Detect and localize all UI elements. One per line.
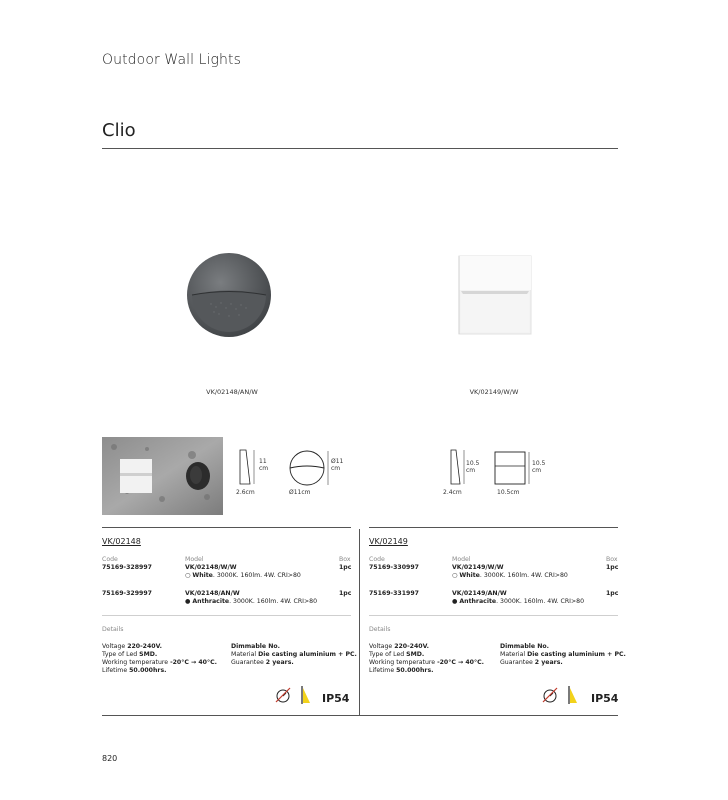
light-beam-icon [567,685,579,705]
right-guarantee: Guarantee 2 years. [500,659,563,666]
product-title: Clio [102,120,136,141]
right-row1-box: 1pc [606,564,619,571]
page-number: 820 [102,754,118,763]
no-dimming-icon [274,686,292,704]
right-material: Material Die casting aluminium + PC. [500,651,626,658]
round-front-diameter: Ø11 cm [331,458,344,472]
left-details-rule [102,615,351,616]
anthracite-swatch-icon: ● [185,598,193,605]
right-row1-code: 75169-330997 [369,564,419,571]
left-material: Material Die casting aluminium + PC. [231,651,357,658]
bottom-rule [102,715,618,716]
round-front-width: Ø11cm [289,489,311,496]
light-beam-icon [300,685,312,705]
left-row2-box: 1pc [339,590,352,597]
left-guarantee: Guarantee 2 years. [231,659,294,666]
round-light-side-photo [185,461,211,491]
square-front-width: 10.5cm [497,489,520,496]
right-row1-finish: ○ White. 3000K. 160lm. 4W. CRI>80 [452,572,568,579]
right-row1-model: VK/02149/W/W [452,564,504,571]
right-row2-finish: ● Anthracite. 3000K. 160lm. 4W. CRI>80 [452,598,585,605]
right-dimmable: Dimmable No. [500,643,550,650]
left-dimmable: Dimmable No. [231,643,281,650]
left-row2-model: VK/02148/AN/W [185,590,240,597]
hero-label-left: VK/02148/AN/W [206,388,258,396]
right-details-rule [369,615,618,616]
left-row1-code: 75169-328997 [102,564,152,571]
left-header-model: Model [185,556,204,563]
square-wall-light-image [456,254,534,336]
right-working-temp: Working temperature -20°C → 40°C. [369,659,484,666]
left-row2-finish: ● Anthracite. 3000K. 160lm. 4W. CRI>80 [185,598,318,605]
right-top-rule [369,527,618,528]
square-front-drawing [493,450,531,488]
left-row2-code: 75169-329997 [102,590,152,597]
left-row1-model: VK/02148/W/W [185,564,237,571]
left-header-code: Code [102,556,118,563]
left-product-code: VK/02148 [102,537,141,546]
right-details-label: Details [369,626,391,633]
right-voltage: Voltage 220-240V. [369,643,429,650]
right-header-model: Model [452,556,471,563]
left-voltage: Voltage 220-240V. [102,643,162,650]
square-side-width: 2.4cm [443,489,462,496]
round-side-height: 11 cm [259,458,269,472]
square-front-height: 10.5 cm [532,460,546,474]
round-wall-light-image [186,252,272,338]
hero-label-right: VK/02149/W/W [469,388,519,396]
left-top-rule [102,527,351,528]
left-header-box: Box [339,556,351,563]
anthracite-swatch-icon: ● [452,598,460,605]
column-divider [359,529,360,715]
category-title: Outdoor Wall Lights [102,52,242,68]
white-swatch-icon: ○ [452,572,460,579]
right-product-code: VK/02149 [369,537,408,546]
left-details-label: Details [102,626,124,633]
square-side-drawing [447,448,467,488]
right-row2-model: VK/02149/AN/W [452,590,507,597]
square-side-height: 10.5 cm [466,460,480,474]
no-dimming-icon [541,686,559,704]
left-working-temp: Working temperature -20°C → 40°C. [102,659,217,666]
right-lifetime: Lifetime 50.000hrs. [369,667,434,674]
right-header-code: Code [369,556,385,563]
right-row2-box: 1pc [606,590,619,597]
right-header-box: Box [606,556,618,563]
left-row1-finish: ○ White. 3000K. 160lm. 4W. CRI>80 [185,572,301,579]
round-side-width: 2.6cm [236,489,255,496]
right-ip-rating: IP54 [591,692,619,705]
title-divider [102,148,618,149]
left-led-type: Type of Led SMD. [102,651,158,658]
left-ip-rating: IP54 [322,692,350,705]
left-row1-box: 1pc [339,564,352,571]
white-swatch-icon: ○ [185,572,193,579]
right-row2-code: 75169-331997 [369,590,419,597]
right-led-type: Type of Led SMD. [369,651,425,658]
round-front-drawing [288,449,330,489]
left-lifetime: Lifetime 50.000hrs. [102,667,167,674]
round-side-drawing [236,448,258,488]
